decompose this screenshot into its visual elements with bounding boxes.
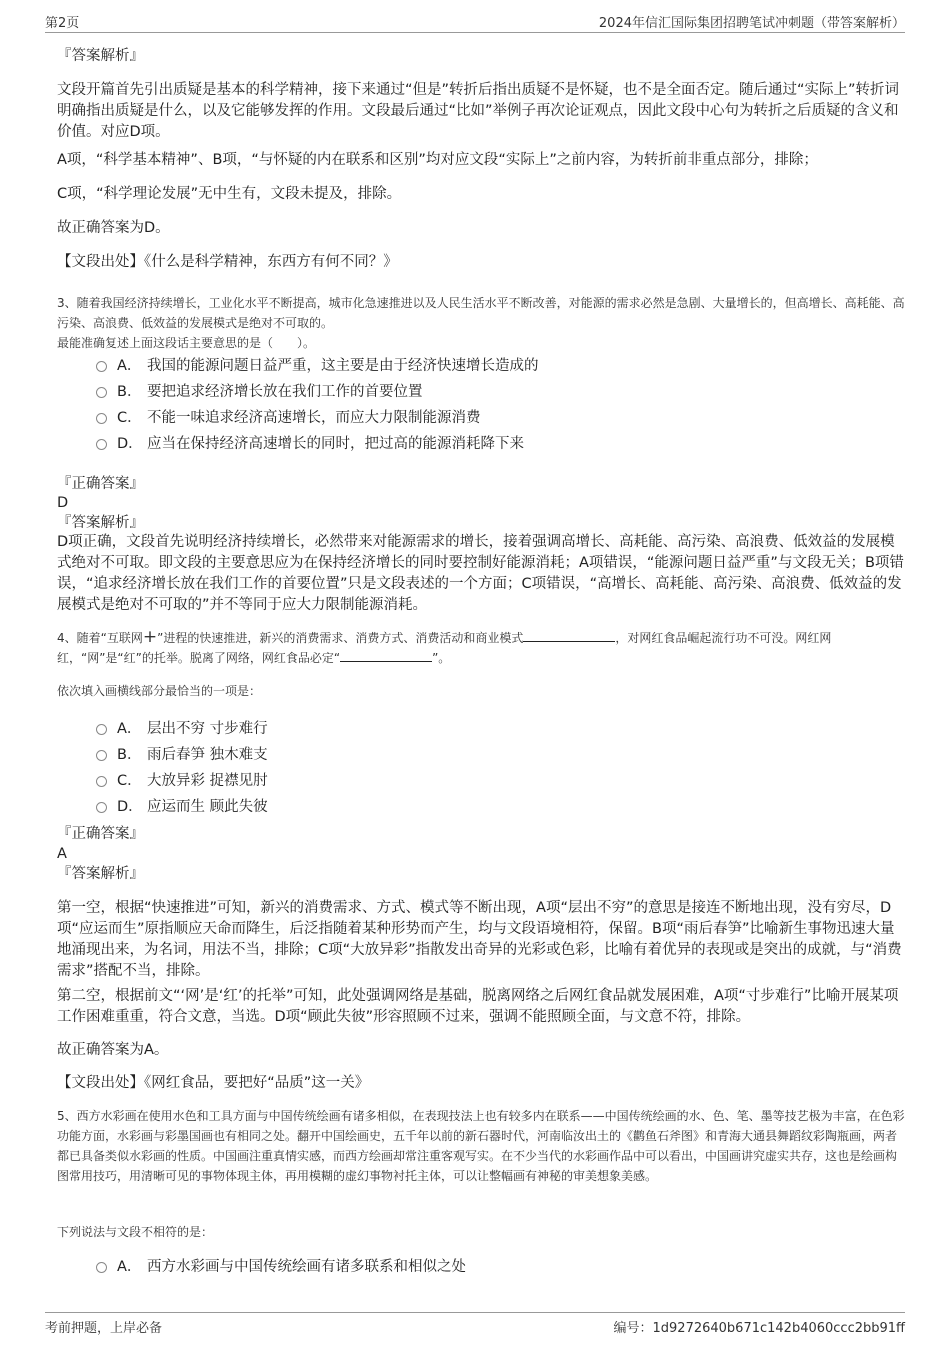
q3-analysis: D项正确，文段首先说明经济持续增长，必然带来对能源需求的增长，接着强调高增长、高耗能、高污染、高浪费、低效益的发展模式绝对不可取。即文段的主要意思应为在保持经济增长的同时要控制好能源消耗；A项错误，“能源问题日益严重”与文段无关；B项错误，“追求经济增长放在我们工作的首要位置”只是文段表述的一个方面；C项错误，“高增长、高耗能、高污染、高浪费、低效益的发展模式是绝对不可取的”并不等同于应大力限制能源消耗。	[57, 534, 904, 613]
radio-icon[interactable]	[96, 776, 107, 787]
q4-answer: A	[57, 846, 67, 862]
document-title: 2024年信汇国际集团招聘笔试冲刺题（带答案解析）	[598, 16, 905, 31]
q2-analysis-p2: A项，“科学基本精神”、B项，“与怀疑的内在联系和区别”均对应文段“实际上”之前内容，为转折前非重点部分，排除；	[57, 152, 818, 168]
radio-icon[interactable]	[96, 750, 107, 761]
q4-analysis-label: 『答案解析』	[57, 866, 144, 882]
q4-answer-label: 『正确答案』	[57, 826, 144, 842]
page-header	[45, 12, 905, 33]
q3-analysis-label: 『答案解析』	[57, 515, 144, 531]
q3-option-a[interactable]: A． 我国的能源问题日益严重，这主要是由于经济快速增长造成的	[96, 356, 539, 376]
q4-analysis-p3: 故正确答案为A。	[57, 1042, 169, 1058]
q4-option-d[interactable]: D． 应运而生 顾此失彼	[96, 797, 268, 817]
q3-answer-label: 『正确答案』	[57, 476, 144, 492]
q2-analysis-label: 『答案解析』	[57, 48, 144, 64]
blank-2	[340, 649, 432, 662]
radio-icon[interactable]	[96, 802, 107, 813]
radio-icon[interactable]	[96, 413, 107, 424]
q2-analysis-p4: 故正确答案为D。	[57, 220, 170, 236]
radio-icon[interactable]	[96, 1262, 107, 1273]
q3-question: 最能准确复述上面这段话主要意思的是（ ）。	[57, 336, 316, 350]
q4-option-c[interactable]: C． 大放异彩 捉襟见肘	[96, 771, 268, 791]
q4-source: 【文段出处】《网红食品，要把好“品质”这一关》	[57, 1075, 370, 1091]
q5-option-a[interactable]: A． 西方水彩画与中国传统绘画有诸多联系和相似之处	[96, 1257, 466, 1277]
q4-option-b[interactable]: B． 雨后春笋 独木难支	[96, 745, 268, 765]
q3-option-d[interactable]: D． 应当在保持经济高速增长的同时，把过高的能源消耗降下来	[96, 434, 524, 454]
q2-source: 【文段出处】《什么是科学精神，东西方有何不同？》	[57, 254, 398, 270]
footer-slogan: 考前押题，上岸必备	[45, 1321, 163, 1336]
q4-option-a[interactable]: A． 层出不穷 寸步难行	[96, 719, 268, 739]
radio-icon[interactable]	[96, 387, 107, 398]
q2-analysis-p3: C项，“科学理论发展”无中生有，文段未提及，排除。	[57, 186, 402, 202]
q3-stem: 3、随着我国经济持续增长，工业化水平不断提高，城市化急速推进以及人民生活水平不断改善，对能源的需求必然是急剧、大量增长的，但高增长、高耗能、高污染、高浪费、低效益的发展模式是绝对不可取的。	[57, 296, 905, 330]
q4-analysis-p2: 第二空，根据前文“‘网’是‘红’的托举”可知，此处强调网络是基础，脱离网络之后网红食品就发展困难，A项“寸步难行”比喻开展某项工作困难重重，符合文意，当选。D项“顾此失彼”形容照顾不过来，强调不能照顾全面，与文意不符，排除。	[57, 988, 899, 1025]
radio-icon[interactable]	[96, 361, 107, 372]
radio-icon[interactable]	[96, 724, 107, 735]
q2-analysis-p1: 文段开篇首先引出质疑是基本的科学精神，接下来通过“但是”转折后指出质疑不是怀疑，也不是全面否定。随后通过“实际上”转折词明确指出质疑是什么，以及它能够发挥的作用。文段最后通过“比如”举例子再次论证观点，因此文段中心句为转折之后质疑的含义和价值。对应D项。	[57, 82, 900, 140]
radio-icon[interactable]	[96, 439, 107, 450]
document-id: 编号：1d9272640b671c142b4060ccc2bb91ff	[613, 1321, 905, 1336]
q5-stem: 5、西方水彩画在使用水色和工具方面与中国传统绘画有诸多相似，在表现技法上也有较多内在联系——中国传统绘画的水、色、笔、墨等技艺极为丰富，在色彩功能方面，水彩画与彩墨国画也有相同之处。翻开中国绘画史，五千年以前的新石器时代，河南临汝出土的《鹳鱼石斧图》和青海大通县舞蹈纹彩陶瓶画，两者都已具备类似水彩画的性质。中国画注重真情实感，而西方绘画却常注重客观写实。在不少当代的水彩画作品中可以看出，中国画讲究虚实共存，这也是绘画构图常用技巧，用清晰可见的事物体现主体，再用模糊的虚幻事物衬托主体，可以让整幅画有神秘的审美想象美感。	[57, 1109, 905, 1183]
blank-1	[523, 629, 615, 642]
q4-question: 依次填入画横线部分最恰当的一项是：	[57, 684, 262, 698]
q4-stem: 4、随着“互联网+”进程的快速推进，新兴的消费需求、消费方式、消费活动和商业模式 ，对网红食品崛起流行功不可没。网红网红，“网”是“红”的托举。脱离了网络，网红食品必定“ ”。	[57, 627, 832, 665]
q4-analysis-p1: 第一空，根据“快速推进”可知，新兴的消费需求、方式、模式等不断出现，A项“层出不穷”的意思是接连不断地出现，没有穷尽，D项“应运而生”原指顺应天命而降生，后泛指随着某种形势而产生，均与文段语境相符，保留。B项“雨后春笋”比喻新生事物迅速大量地涌现出来，为名词，用法不当，排除；C项“大放异彩”指散发出奇异的光彩或色彩，比喻有着优异的表现或是突出的成就，与“消费需求”搭配不当，排除。	[57, 900, 902, 979]
q3-option-c[interactable]: C． 不能一味追求经济高速增长，而应大力限制能源消费	[96, 408, 481, 428]
page-footer	[45, 1312, 905, 1335]
q5-question: 下列说法与文段不相符的是：	[57, 1225, 214, 1239]
page-number: 第2页	[45, 16, 80, 31]
q3-answer: D	[57, 495, 69, 511]
q3-option-b[interactable]: B． 要把追求经济增长放在我们工作的首要位置	[96, 382, 423, 402]
